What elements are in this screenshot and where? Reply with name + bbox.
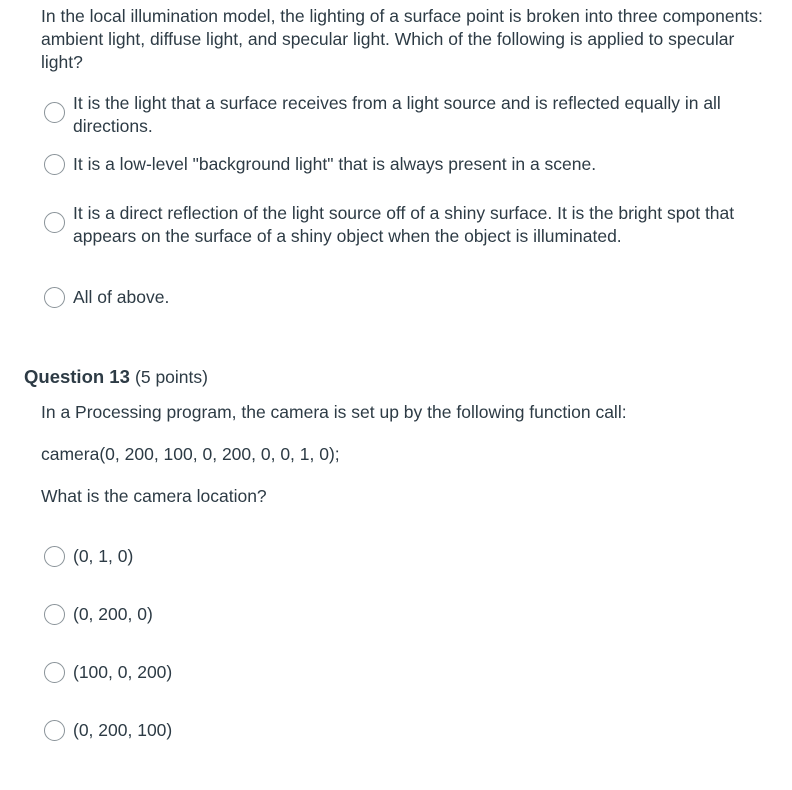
q12-option-2-label: It is a low-level "background light" that is always present in a scene. [73, 154, 597, 174]
q12-option-3-label: It is a direct reflection of the light source off of a shiny surface. It is the bright spot that appears on the surface of a shiny object when the object is illuminated. [73, 203, 735, 246]
q13-option-2[interactable] [44, 604, 753, 626]
radio-button[interactable] [44, 287, 65, 308]
q12-option-3[interactable] [44, 202, 753, 248]
q13-option-2-label: (0, 200, 0) [73, 604, 153, 624]
question-13-code: camera(0, 200, 100, 0, 200, 0, 0, 1, 0); [41, 444, 340, 464]
q12-option-4-label: All of above. [73, 287, 170, 307]
radio-button[interactable] [44, 154, 65, 175]
q12-option-1[interactable] [44, 93, 753, 138]
q13-option-4[interactable] [44, 720, 753, 742]
question-13-question: What is the camera location? [41, 486, 267, 506]
question-13-prompt: In a Processing program, the camera is set up by the following function call: [41, 402, 627, 422]
question-13-title: Question 13 [24, 366, 130, 387]
q13-option-4-label: (0, 200, 100) [73, 720, 173, 740]
question-13-header [24, 365, 208, 389]
radio-button[interactable] [44, 662, 65, 683]
q12-option-1-label: It is the light that a surface receives from a light source and is reflected equally in all directions. [73, 93, 721, 136]
q13-option-1-label: (0, 1, 0) [73, 546, 134, 566]
question-13-points: (5 points) [135, 367, 208, 387]
radio-button[interactable] [44, 546, 65, 567]
radio-button[interactable] [44, 720, 65, 741]
q12-option-4[interactable] [44, 286, 753, 309]
radio-button[interactable] [44, 212, 65, 233]
q12-option-2[interactable] [44, 153, 753, 176]
radio-button[interactable] [44, 102, 65, 123]
q13-option-3[interactable] [44, 662, 753, 684]
q13-option-3-label: (100, 0, 200) [73, 662, 173, 682]
q13-option-1[interactable] [44, 546, 753, 568]
radio-button[interactable] [44, 604, 65, 625]
question-12-text: In the local illumination model, the lighting of a surface point is broken into three components: ambient light, diffuse light, and specular light. Which of the following is applied to specular light? [41, 6, 763, 72]
